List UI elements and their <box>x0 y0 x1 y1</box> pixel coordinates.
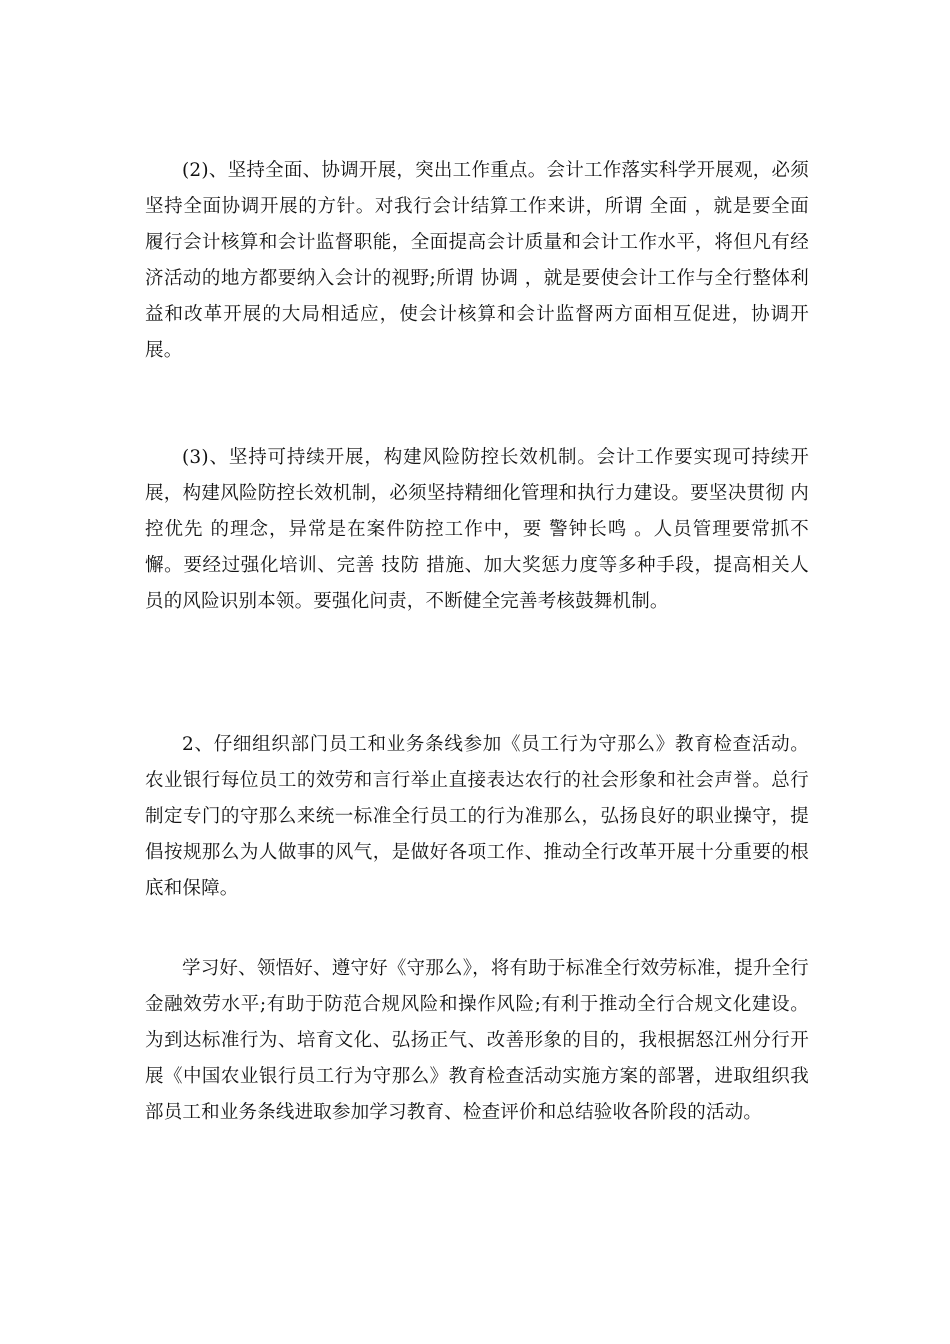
paragraph-risk-control: (3)、坚持可持续开展，构建风险防控长效机制。会计工作要实现可持续开展，构建风险防控长效机制，必须坚持精细化管理和执行力建设。要坚决贯彻 内控优先 的理念，异常是在案件防控工作中，要 警钟长鸣 。人员管理要常抓不懈。要经过强化培训、完善 技防 措施、加大奖惩力度等多种手段，提高相关人员的风险识别本领。要强化问责，不断健全完善考核鼓舞机制。 <box>145 447 809 612</box>
paragraph-code-of-conduct-activity: 2、仔细组织部门员工和业务条线参加《员工行为守那么》教育检查活动。农业银行每位员工的效劳和言行举止直接表达农行的社会形象和社会声誉。总行制定专门的守那么来统一标准全行员工的行为准那么，弘扬良好的职业操守，提倡按规那么为人做事的风气，是做好各项工作、推动全行改革开展十分重要的根底和保障。 <box>145 734 809 899</box>
paragraph-study-and-compliance: 学习好、领悟好、遵守好《守那么》，将有助于标准全行效劳标准，提升全行金融效劳水平;有助于防范合规风险和操作风险;有利于推动全行合规文化建设。为到达标准行为、培育文化、弘扬正气、改善形象的目的，我根据怒江州分行开展《中国农业银行员工行为守那么》教育检查活动实施方案的部署，进取组织我部员工和业务条线进取参加学习教育、检查评价和总结验收各阶段的活动。 <box>145 958 809 1123</box>
paragraph-accounting-coordination: (2)、坚持全面、协调开展，突出工作重点。会计工作落实科学开展观，必须坚持全面协调开展的方针。对我行会计结算工作来讲，所谓 全面 ，就是要全面履行会计核算和会计监督职能，全面提高会计质量和会计工作水平，将但凡有经济活动的地方都要纳入会计的视野;所谓 协调 ，就是要使会计工作与全行整体利益和改革开展的大局相适应，使会计核算和会计监督两方面相互促进，协调开展。 <box>145 160 809 361</box>
